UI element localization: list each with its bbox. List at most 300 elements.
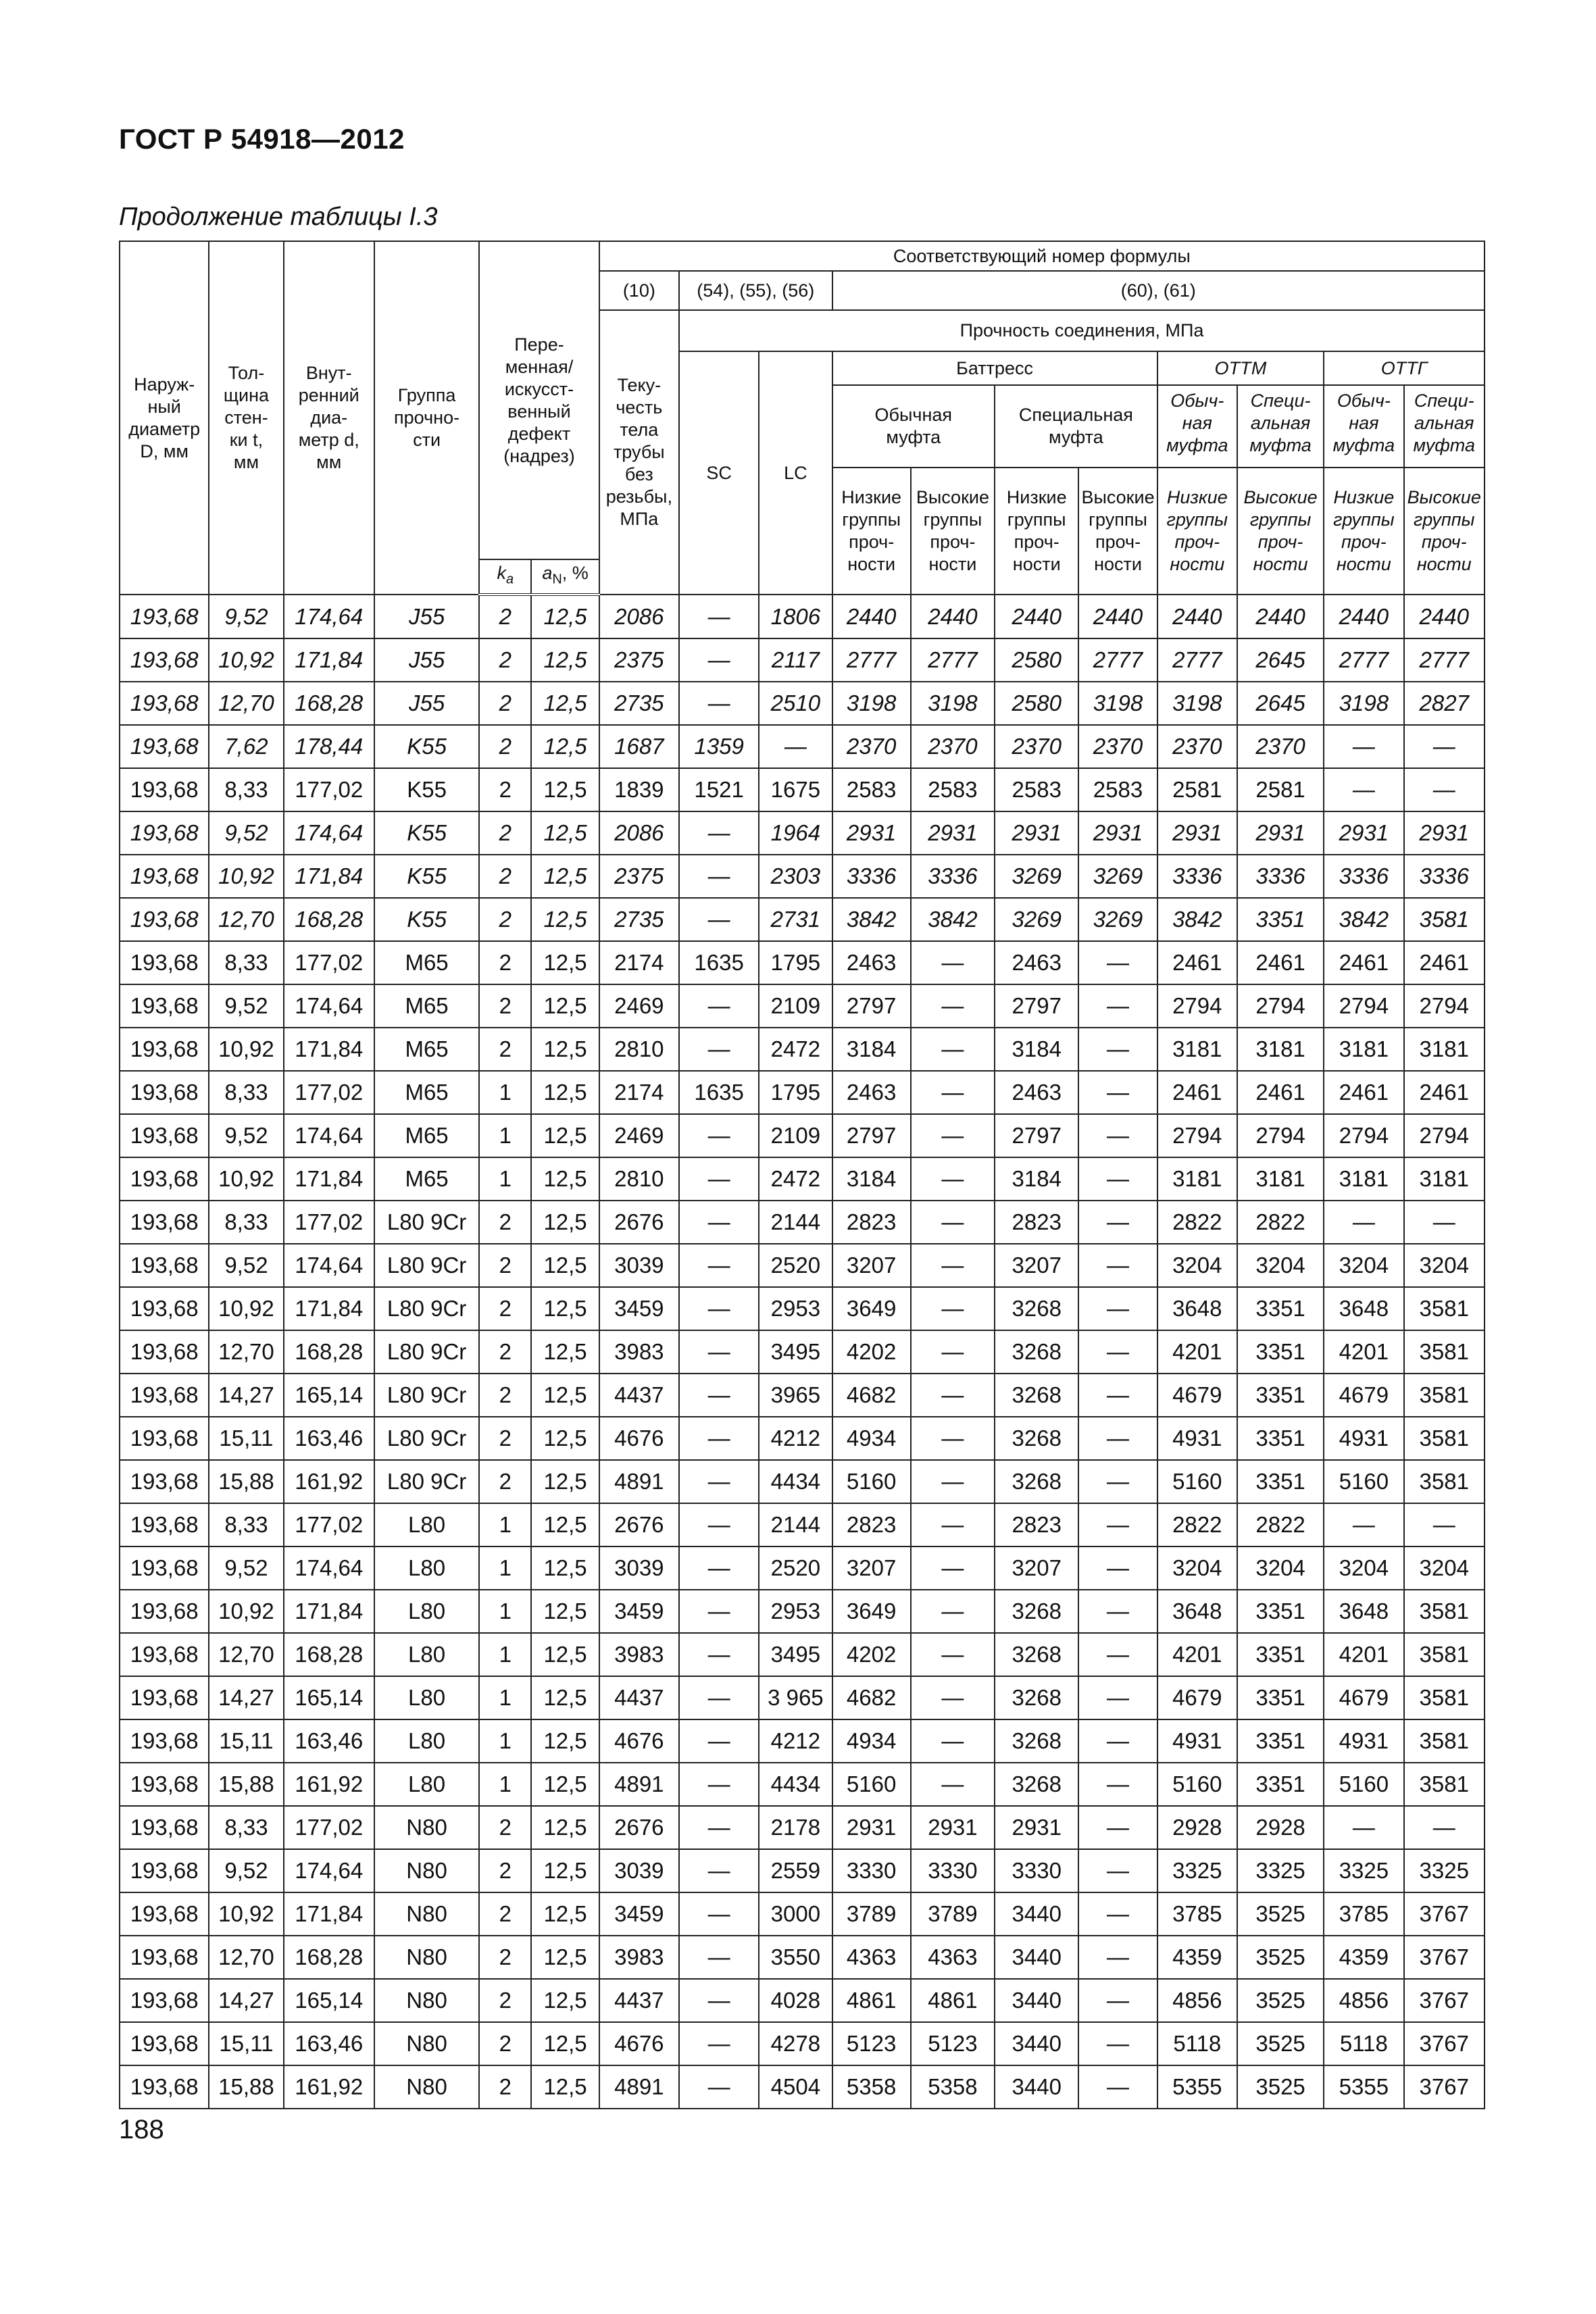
table-cell: 3649 bbox=[832, 1590, 911, 1633]
table-cell: 3351 bbox=[1237, 1417, 1324, 1460]
table-cell: — bbox=[679, 898, 759, 941]
table-cell: 2794 bbox=[1237, 1114, 1324, 1157]
table-cell: 5160 bbox=[832, 1460, 911, 1503]
table-cell: 9,52 bbox=[209, 1546, 283, 1590]
table-cell: 5358 bbox=[911, 2065, 995, 2109]
table-cell: 3181 bbox=[1157, 1157, 1237, 1201]
table-cell: 3581 bbox=[1404, 898, 1485, 941]
table-cell: 174,64 bbox=[284, 1546, 374, 1590]
table-cell: L80 bbox=[374, 1633, 479, 1676]
table-cell: 174,64 bbox=[284, 1244, 374, 1287]
table-cell: 2440 bbox=[1404, 595, 1485, 638]
table-cell: 5123 bbox=[832, 2022, 911, 2065]
table-cell: 2461 bbox=[1237, 1071, 1324, 1114]
table-cell: 2440 bbox=[1324, 595, 1403, 638]
table-cell: 165,14 bbox=[284, 1374, 374, 1417]
table-cell: — bbox=[911, 1460, 995, 1503]
header-special-coupling-label: Специальная муфта bbox=[1018, 405, 1133, 447]
table-cell: 5355 bbox=[1157, 2065, 1237, 2109]
table-cell: K55 bbox=[374, 811, 479, 855]
table-cell: 2440 bbox=[911, 595, 995, 638]
table-cell: 3039 bbox=[599, 1849, 679, 1892]
table-cell: 4434 bbox=[759, 1763, 832, 1806]
header-ottm-special bbox=[1237, 385, 1324, 468]
table-cell: 4676 bbox=[599, 1417, 679, 1460]
table-cell: 177,02 bbox=[284, 1201, 374, 1244]
table-cell: 4861 bbox=[832, 1979, 911, 2022]
table-cell: N80 bbox=[374, 1936, 479, 1979]
table-cell: 168,28 bbox=[284, 1633, 374, 1676]
table-cell: 3330 bbox=[995, 1849, 1078, 1892]
table-cell: 12,5 bbox=[531, 2065, 599, 2109]
table-row bbox=[120, 1287, 1485, 1330]
table-cell: 2472 bbox=[759, 1157, 832, 1201]
table-cell: 3207 bbox=[832, 1546, 911, 1590]
table-cell: 9,52 bbox=[209, 1849, 283, 1892]
table-cell: 2822 bbox=[1157, 1201, 1237, 1244]
table-cell: 2 bbox=[479, 1374, 531, 1417]
table-cell: 3268 bbox=[995, 1330, 1078, 1374]
header-wall-thickness bbox=[209, 241, 283, 595]
table-cell: 193,68 bbox=[120, 595, 209, 638]
table-cell: 12,70 bbox=[209, 682, 283, 725]
table-cell: 2 bbox=[479, 1849, 531, 1892]
table-row bbox=[120, 1460, 1485, 1503]
table-cell: 3648 bbox=[1157, 1287, 1237, 1330]
table-cell: 8,33 bbox=[209, 941, 283, 984]
table-cell: 2797 bbox=[995, 984, 1078, 1028]
table-cell: 5160 bbox=[1157, 1460, 1237, 1503]
table-cell: 5355 bbox=[1324, 2065, 1403, 2109]
table-cell: 2 bbox=[479, 638, 531, 682]
table-cell: 2931 bbox=[1078, 811, 1157, 855]
table-cell: 193,68 bbox=[120, 638, 209, 682]
table-cell: 15,88 bbox=[209, 1763, 283, 1806]
table-cell: 2174 bbox=[599, 941, 679, 984]
table-cell: N80 bbox=[374, 1806, 479, 1849]
table-cell: 3204 bbox=[1157, 1244, 1237, 1287]
table-cell: — bbox=[911, 1287, 995, 1330]
table-cell: 2463 bbox=[995, 941, 1078, 984]
table-cell: 2440 bbox=[1078, 595, 1157, 638]
table-cell: 3965 bbox=[759, 1374, 832, 1417]
table-cell: 4931 bbox=[1157, 1417, 1237, 1460]
header-ottg-special bbox=[1404, 385, 1485, 468]
table-cell: — bbox=[679, 811, 759, 855]
table-cell: — bbox=[679, 595, 759, 638]
table-cell: 12,5 bbox=[531, 1201, 599, 1244]
table-cell: — bbox=[679, 1374, 759, 1417]
header-joint-strength: Прочность соединения, МПа bbox=[679, 310, 1485, 351]
table-cell: L80 9Cr bbox=[374, 1330, 479, 1374]
table-cell: 3268 bbox=[995, 1763, 1078, 1806]
table-cell: 2472 bbox=[759, 1028, 832, 1071]
table-cell: 193,68 bbox=[120, 725, 209, 768]
table-cell: 5118 bbox=[1324, 2022, 1403, 2065]
table-cell: 12,5 bbox=[531, 941, 599, 984]
table-cell: 4891 bbox=[599, 1460, 679, 1503]
table-cell: 9,52 bbox=[209, 1244, 283, 1287]
table-cell: 2 bbox=[479, 811, 531, 855]
table-cell: 4201 bbox=[1324, 1633, 1403, 1676]
table-row bbox=[120, 941, 1485, 984]
table-row bbox=[120, 1114, 1485, 1157]
table-cell: — bbox=[1078, 1374, 1157, 1417]
header-an-letter: a bbox=[542, 563, 553, 584]
table-cell: 193,68 bbox=[120, 1849, 209, 1892]
table-cell: 9,52 bbox=[209, 595, 283, 638]
table-cell: 8,33 bbox=[209, 1071, 283, 1114]
table-cell: 3983 bbox=[599, 1633, 679, 1676]
table-cell: 3525 bbox=[1237, 1979, 1324, 2022]
table-cell: 3581 bbox=[1404, 1763, 1485, 1806]
table-cell: 12,5 bbox=[531, 855, 599, 898]
table-cell: 4028 bbox=[759, 1979, 832, 2022]
table-cell: 3351 bbox=[1237, 1460, 1324, 1503]
table-cell: 2370 bbox=[832, 725, 911, 768]
table-cell: 3459 bbox=[599, 1287, 679, 1330]
table-cell: — bbox=[679, 1330, 759, 1374]
table-cell: 3184 bbox=[995, 1157, 1078, 1201]
table-row bbox=[120, 1028, 1485, 1071]
table-cell: 3336 bbox=[1324, 855, 1403, 898]
table-cell: 163,46 bbox=[284, 1417, 374, 1460]
table-cell: 177,02 bbox=[284, 768, 374, 811]
table-cell: 2735 bbox=[599, 682, 679, 725]
table-cell: 3581 bbox=[1404, 1719, 1485, 1763]
table-cell: 4931 bbox=[1324, 1719, 1403, 1763]
table-row bbox=[120, 725, 1485, 768]
table-cell: 193,68 bbox=[120, 1503, 209, 1546]
table-cell: — bbox=[1078, 1330, 1157, 1374]
table-cell: 3581 bbox=[1404, 1590, 1485, 1633]
table-cell: — bbox=[1078, 1417, 1157, 1460]
table-cell: 2 bbox=[479, 898, 531, 941]
table-cell: 193,68 bbox=[120, 941, 209, 984]
table-cell: 12,5 bbox=[531, 1417, 599, 1460]
table-cell: — bbox=[911, 1028, 995, 1071]
table-cell: 174,64 bbox=[284, 1849, 374, 1892]
table-body bbox=[120, 595, 1485, 2109]
table-cell: 2645 bbox=[1237, 682, 1324, 725]
table-cell: 2375 bbox=[599, 855, 679, 898]
table-cell: 3204 bbox=[1237, 1546, 1324, 1590]
table-cell: 3204 bbox=[1157, 1546, 1237, 1590]
table-cell: 2735 bbox=[599, 898, 679, 941]
table-cell: J55 bbox=[374, 682, 479, 725]
table-cell: 3842 bbox=[911, 898, 995, 941]
table-cell: 2794 bbox=[1324, 1114, 1403, 1157]
table-cell: 3649 bbox=[832, 1287, 911, 1330]
table-cell: 2520 bbox=[759, 1244, 832, 1287]
table-cell: 15,88 bbox=[209, 1460, 283, 1503]
table-cell: 3581 bbox=[1404, 1330, 1485, 1374]
table-cell: 2 bbox=[479, 984, 531, 1028]
table-cell: 3983 bbox=[599, 1330, 679, 1374]
header-high-4-label: Высокие группы проч- ности bbox=[1407, 487, 1481, 574]
table-cell: 12,5 bbox=[531, 1546, 599, 1590]
table-cell: 2370 bbox=[1078, 725, 1157, 768]
table-cell: 12,5 bbox=[531, 1287, 599, 1330]
header-high-2-label: Высокие группы проч- ности bbox=[1081, 487, 1155, 574]
table-cell: 2931 bbox=[995, 811, 1078, 855]
table-cell: 12,5 bbox=[531, 725, 599, 768]
table-cell: — bbox=[911, 1633, 995, 1676]
table-cell: 2777 bbox=[911, 638, 995, 682]
table-cell: 10,92 bbox=[209, 638, 283, 682]
table-cell: 3351 bbox=[1237, 1287, 1324, 1330]
table-cell: — bbox=[679, 1806, 759, 1849]
table-cell: — bbox=[1078, 1157, 1157, 1201]
table-cell: 3325 bbox=[1404, 1849, 1485, 1892]
table-cell: 3351 bbox=[1237, 1676, 1324, 1719]
table-cell: 3495 bbox=[759, 1633, 832, 1676]
table-cell: 193,68 bbox=[120, 1460, 209, 1503]
header-low-4 bbox=[1324, 468, 1403, 595]
table-row bbox=[120, 1806, 1485, 1849]
table-header bbox=[120, 241, 1485, 595]
table-cell: 12,5 bbox=[531, 1590, 599, 1633]
table-cell: 193,68 bbox=[120, 1244, 209, 1287]
table-cell: 2 bbox=[479, 1287, 531, 1330]
table-cell: — bbox=[911, 1546, 995, 1590]
table-cell: 8,33 bbox=[209, 1201, 283, 1244]
table-cell: 2 bbox=[479, 1201, 531, 1244]
table-cell: 4891 bbox=[599, 1763, 679, 1806]
table-cell: 12,5 bbox=[531, 1330, 599, 1374]
table-cell: — bbox=[1078, 1287, 1157, 1330]
table-cell: — bbox=[679, 984, 759, 1028]
table-cell: 5160 bbox=[1324, 1763, 1403, 1806]
table-row bbox=[120, 898, 1485, 941]
table-cell: 3181 bbox=[1157, 1028, 1237, 1071]
table-cell: 4682 bbox=[832, 1374, 911, 1417]
table-cell: 193,68 bbox=[120, 1546, 209, 1590]
table-cell: 2928 bbox=[1157, 1806, 1237, 1849]
header-defect bbox=[479, 241, 599, 559]
header-low-2 bbox=[995, 468, 1078, 595]
table-cell: L80 bbox=[374, 1590, 479, 1633]
header-ka-letter: k bbox=[497, 563, 507, 584]
table-cell: — bbox=[1404, 1503, 1485, 1546]
table-cell: 161,92 bbox=[284, 1460, 374, 1503]
table-cell: 3440 bbox=[995, 2065, 1078, 2109]
table-cell: 193,68 bbox=[120, 811, 209, 855]
table-cell: — bbox=[911, 941, 995, 984]
table-cell: 2109 bbox=[759, 984, 832, 1028]
table-cell: 3268 bbox=[995, 1417, 1078, 1460]
table-cell: 4931 bbox=[1324, 1417, 1403, 1460]
table-cell: N80 bbox=[374, 1979, 479, 2022]
header-low-1-label: Низкие группы проч- ности bbox=[841, 487, 902, 574]
table-cell: L80 bbox=[374, 1546, 479, 1590]
table-cell: 15,11 bbox=[209, 2022, 283, 2065]
table-cell: — bbox=[1078, 1071, 1157, 1114]
table-cell: 2810 bbox=[599, 1157, 679, 1201]
table-cell: — bbox=[911, 1157, 995, 1201]
header-low-3-label: Низкие группы проч- ности bbox=[1166, 487, 1228, 574]
table-cell: 3581 bbox=[1404, 1417, 1485, 1460]
table-cell: N80 bbox=[374, 1849, 479, 1892]
table-cell: 2469 bbox=[599, 984, 679, 1028]
table-cell: 3581 bbox=[1404, 1676, 1485, 1719]
table-row bbox=[120, 1071, 1485, 1114]
table-cell: — bbox=[1078, 1763, 1157, 1806]
table-cell: 2440 bbox=[832, 595, 911, 638]
table-row bbox=[120, 1892, 1485, 1936]
table-cell: 12,5 bbox=[531, 984, 599, 1028]
table-cell: 2777 bbox=[832, 638, 911, 682]
table-cell: 8,33 bbox=[209, 768, 283, 811]
table-cell: 9,52 bbox=[209, 1114, 283, 1157]
table-cell: 3351 bbox=[1237, 1374, 1324, 1417]
table-row bbox=[120, 1201, 1485, 1244]
header-formula-54-56: (54), (55), (56) bbox=[679, 271, 832, 310]
table-cell: 168,28 bbox=[284, 898, 374, 941]
table-cell: 2463 bbox=[832, 941, 911, 984]
table-cell: L80 9Cr bbox=[374, 1460, 479, 1503]
table-cell: 3330 bbox=[832, 1849, 911, 1892]
table-cell: 3198 bbox=[1157, 682, 1237, 725]
table-cell: 171,84 bbox=[284, 638, 374, 682]
table-cell: 2797 bbox=[832, 984, 911, 1028]
table-cell: 3459 bbox=[599, 1590, 679, 1633]
table-cell: L80 bbox=[374, 1676, 479, 1719]
table-cell: 4504 bbox=[759, 2065, 832, 2109]
header-ottg-special-label: Специ- альная муфта bbox=[1413, 391, 1475, 455]
table-cell: 4861 bbox=[911, 1979, 995, 2022]
table-cell: 2931 bbox=[911, 811, 995, 855]
table-cell: 2 bbox=[479, 682, 531, 725]
table-cell: 8,33 bbox=[209, 1503, 283, 1546]
table-cell: 2303 bbox=[759, 855, 832, 898]
table-cell: M65 bbox=[374, 1028, 479, 1071]
table-cell: 14,27 bbox=[209, 1979, 283, 2022]
table-cell: 2953 bbox=[759, 1590, 832, 1633]
table-cell: — bbox=[1078, 1460, 1157, 1503]
table-cell: 1 bbox=[479, 1633, 531, 1676]
table-cell: 2463 bbox=[832, 1071, 911, 1114]
table-cell: — bbox=[679, 1114, 759, 1157]
table-cell: — bbox=[679, 682, 759, 725]
header-special-coupling bbox=[995, 385, 1157, 468]
header-high-3 bbox=[1237, 468, 1324, 595]
table-cell: 12,5 bbox=[531, 1676, 599, 1719]
table-cell: 178,44 bbox=[284, 725, 374, 768]
table-cell: 193,68 bbox=[120, 1936, 209, 1979]
table-cell: 177,02 bbox=[284, 1503, 374, 1546]
table-cell: — bbox=[679, 1676, 759, 1719]
table-cell: — bbox=[679, 1590, 759, 1633]
table-cell: 1 bbox=[479, 1590, 531, 1633]
table-cell: 2559 bbox=[759, 1849, 832, 1892]
table-cell: 2174 bbox=[599, 1071, 679, 1114]
table-cell: 3767 bbox=[1404, 2065, 1485, 2109]
table-cell: 10,92 bbox=[209, 855, 283, 898]
table-cell: 2 bbox=[479, 1244, 531, 1287]
table-cell: 12,5 bbox=[531, 1763, 599, 1806]
table-cell: 2581 bbox=[1157, 768, 1237, 811]
table-cell: — bbox=[1078, 1676, 1157, 1719]
table-cell: — bbox=[1078, 984, 1157, 1028]
table-cell: — bbox=[1404, 1201, 1485, 1244]
table-cell: 2461 bbox=[1404, 941, 1485, 984]
table-cell: 3269 bbox=[995, 855, 1078, 898]
table-cell: 193,68 bbox=[120, 855, 209, 898]
header-ottg-regular bbox=[1324, 385, 1403, 468]
table-cell: 2375 bbox=[599, 638, 679, 682]
table-cell: — bbox=[679, 855, 759, 898]
table-cell: — bbox=[679, 1546, 759, 1590]
table-cell: 2 bbox=[479, 768, 531, 811]
table-cell: — bbox=[679, 1849, 759, 1892]
header-high-3-label: Высокие группы проч- ности bbox=[1243, 487, 1318, 574]
table-cell: 4856 bbox=[1157, 1979, 1237, 2022]
header-ottg: ОТТГ bbox=[1324, 351, 1485, 385]
table-cell: M65 bbox=[374, 941, 479, 984]
table-cell: 2 bbox=[479, 1936, 531, 1979]
table-cell: 2797 bbox=[832, 1114, 911, 1157]
table-cell: 3525 bbox=[1237, 2022, 1324, 2065]
table-cell: 4201 bbox=[1324, 1330, 1403, 1374]
table-cell: 2931 bbox=[832, 1806, 911, 1849]
table-cell: 168,28 bbox=[284, 1330, 374, 1374]
table-cell: 1 bbox=[479, 1071, 531, 1114]
table-cell: 174,64 bbox=[284, 984, 374, 1028]
table-cell: 2823 bbox=[995, 1201, 1078, 1244]
table-cell: — bbox=[911, 1719, 995, 1763]
table-cell: 3207 bbox=[995, 1244, 1078, 1287]
table-cell: — bbox=[679, 1460, 759, 1503]
table-cell: 165,14 bbox=[284, 1676, 374, 1719]
document-title: ГОСТ Р 54918—2012 bbox=[119, 123, 405, 155]
table-cell: 12,5 bbox=[531, 682, 599, 725]
table-cell: — bbox=[1404, 725, 1485, 768]
table-cell: 12,5 bbox=[531, 1157, 599, 1201]
header-ottm-regular bbox=[1157, 385, 1237, 468]
table-cell: 12,5 bbox=[531, 1892, 599, 1936]
table-cell: 2 bbox=[479, 941, 531, 984]
table-cell: 168,28 bbox=[284, 1936, 374, 1979]
table-cell: 2822 bbox=[1157, 1503, 1237, 1546]
table-cell: 193,68 bbox=[120, 1201, 209, 1244]
table-cell: 5160 bbox=[1324, 1460, 1403, 1503]
table-cell: L80 bbox=[374, 1719, 479, 1763]
table-cell: 2794 bbox=[1404, 1114, 1485, 1157]
table-cell: M65 bbox=[374, 1071, 479, 1114]
table-cell: 2 bbox=[479, 1460, 531, 1503]
table-cell: N80 bbox=[374, 2065, 479, 2109]
table-cell: 12,5 bbox=[531, 2022, 599, 2065]
table-cell: 3581 bbox=[1404, 1460, 1485, 1503]
table-cell: 2931 bbox=[1324, 811, 1403, 855]
table-cell: — bbox=[1078, 2022, 1157, 2065]
header-an bbox=[531, 559, 599, 595]
table-cell: 3039 bbox=[599, 1244, 679, 1287]
table-cell: — bbox=[911, 1201, 995, 1244]
table-row bbox=[120, 1157, 1485, 1201]
table-cell: 165,14 bbox=[284, 1979, 374, 2022]
table-cell: 3767 bbox=[1404, 1936, 1485, 1979]
table-cell: 12,5 bbox=[531, 1071, 599, 1114]
table-cell: 2370 bbox=[995, 725, 1078, 768]
table-cell: 3204 bbox=[1237, 1244, 1324, 1287]
table-cell: 193,68 bbox=[120, 1806, 209, 1849]
table-cell: 2086 bbox=[599, 811, 679, 855]
table-cell: 2 bbox=[479, 1028, 531, 1071]
table-cell: — bbox=[759, 725, 832, 768]
table-row bbox=[120, 855, 1485, 898]
